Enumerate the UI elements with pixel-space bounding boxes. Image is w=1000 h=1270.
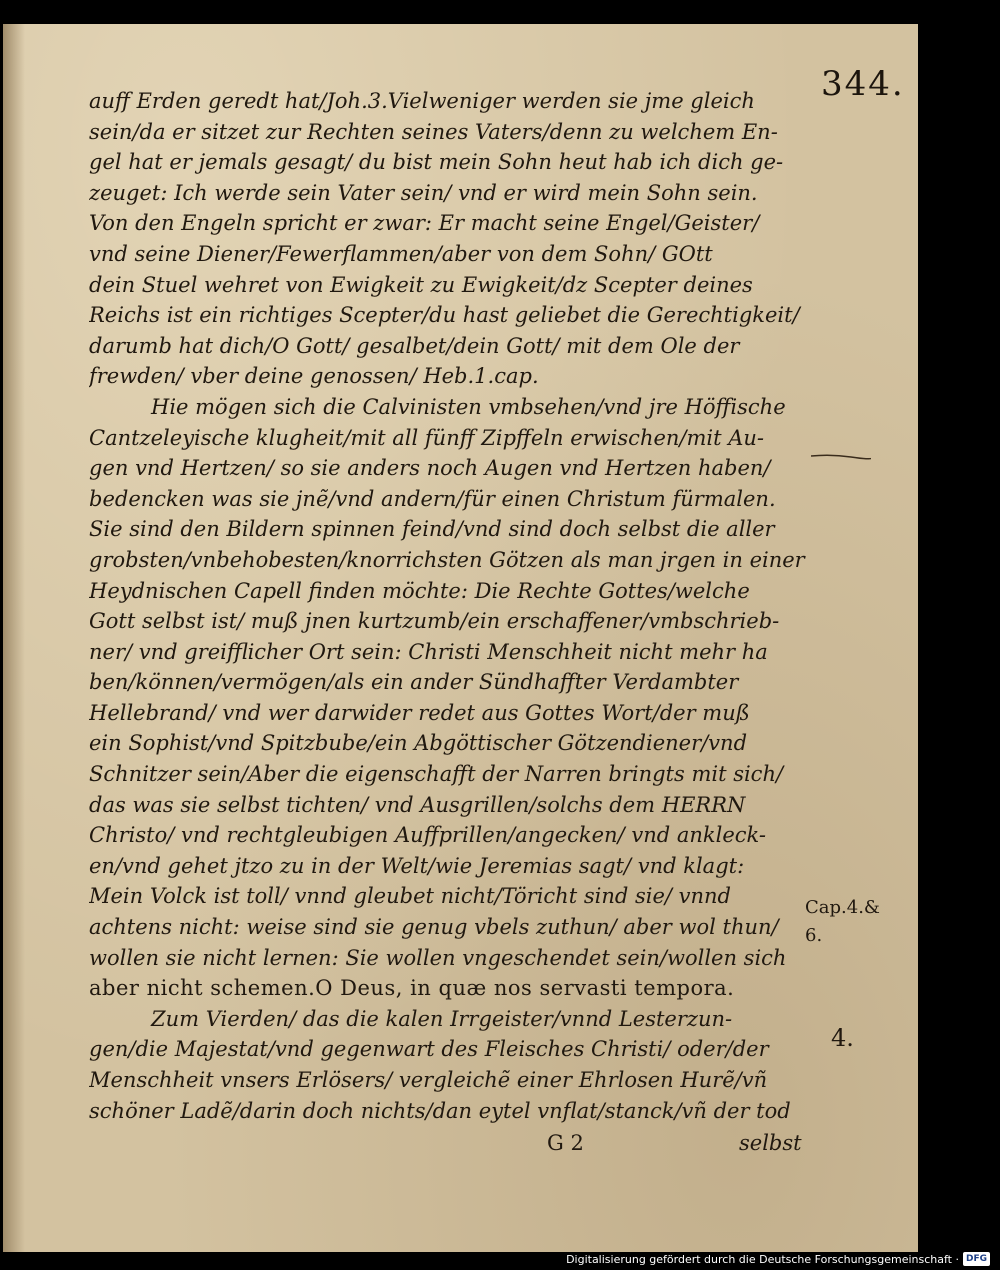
text-line: ein Sophist/vnd Spitzbube/ein Abgöttischer Götzendiener/vnd: [89, 731, 748, 756]
paragraph-start-line: Hie mögen sich die Calvinisten vmbsehen/vnd jre Höffische: [151, 394, 786, 419]
scanned-page: [3, 24, 918, 1252]
text-line: Christo/ vnd rechtgleubigen Auffprillen/angecken/ vnd ankleck-: [89, 823, 766, 848]
text-line: gel hat er jemals gesagt/ du bist mein Sohn heut hab ich dich ge-: [89, 150, 784, 175]
text-line: frewden/ vber deine genossen/ Heb.1.cap.: [89, 364, 539, 389]
text-line: Hellebrand/ vnd wer darwider redet aus Gottes Wort/der muß: [89, 700, 750, 725]
dfg-logo-icon: DFG: [963, 1252, 990, 1266]
text-line: gen/die Majestat/vnd gegenwart des Fleisches Christi/ oder/der: [89, 1037, 769, 1062]
margin-note-line: 6.: [805, 925, 823, 946]
footer-credit: [566, 1252, 990, 1266]
page-text-block: [89, 86, 809, 1160]
text-line: dein Stuel wehret von Ewigkeit zu Ewigkeit/dz Scepter deines: [89, 272, 753, 297]
folio-number: 344.: [821, 64, 905, 104]
text-line: zeuget: Ich werde sein Vater sein/ vnd er wird mein Sohn sein.: [89, 180, 758, 205]
text-line: das was sie selbst tichten/ vnd Ausgrillen/solchs dem HERRN: [89, 792, 746, 817]
text-line: darumb hat dich/O Gott/ gesalbet/dein Gott/ mit dem Ole der: [89, 333, 740, 358]
text-line: en/vnd gehet jtzo zu in der Welt/wie Jeremias sagt/ vnd klagt:: [89, 853, 745, 878]
latin-quote-line: aber nicht schemen.O Deus, in quæ nos servasti tempora.: [89, 976, 735, 1001]
text-line: Gott selbst ist/ muß jnen kurtzumb/ein erschaffener/vmbschrieb-: [89, 609, 780, 634]
text-line: ner/ vnd greifflicher Ort sein: Christi Menschheit nicht mehr ha: [89, 639, 768, 664]
text-line: sein/da er sitzet zur Rechten seines Vaters/denn zu welchem En-: [89, 119, 778, 144]
text-line: Schnitzer sein/Aber die eigenschafft der Narren bringts mit sich/: [89, 762, 784, 787]
text-line: Mein Volck ist toll/ vnnd gleubet nicht/Töricht sind sie/ vnnd: [89, 884, 731, 909]
catchword: selbst: [739, 1131, 802, 1156]
signature-mark: G 2: [547, 1131, 584, 1156]
footer-credit-text: Digitalisierung gefördert durch die Deutsche Forschungsgemeinschaft ·: [566, 1252, 959, 1266]
text-line: Cantzeleyische klugheit/mit all fünff Zipffeln erwischen/mit Au-: [89, 425, 765, 450]
text-line: grobsten/vnbehobesten/knorrichsten Götzen als man jrgen in einer: [89, 547, 805, 572]
margin-note-number: 4.: [831, 1024, 854, 1052]
text-line: Menschheit vnsers Erlösers/ vergleichẽ einer Ehrlosen Hurẽ/vñ: [89, 1068, 768, 1092]
text-line: ben/können/vermögen/als ein ander Sündhaffter Verdambter: [89, 670, 739, 695]
text-line: Reichs ist ein richtiges Scepter/du hast geliebet die Gerechtigkeit/: [89, 303, 800, 328]
margin-note-reference: [805, 894, 880, 950]
signature-line: [89, 1126, 809, 1160]
ink-stroke-mark: [811, 452, 871, 460]
text-line: wollen sie nicht lernen: Sie wollen vngeschendet sein/wollen sich: [89, 945, 787, 970]
page-gutter-shadow: [3, 24, 25, 1252]
text-line: vnd seine Diener/Fewerflammen/aber von dem Sohn/ GOtt: [89, 241, 713, 266]
text-line: Von den Engeln spricht er zwar: Er macht seine Engel/Geister/: [89, 211, 760, 236]
margin-note-line: Cap.4.&: [805, 897, 880, 918]
text-line: auff Erden geredt hat/Joh.3.Vielweniger werden sie jme gleich: [89, 89, 755, 113]
text-line: schöner Ladẽ/darin doch nichts/dan eytel vnflat/stanck/vñ der tod: [89, 1098, 791, 1123]
text-line: achtens nicht: weise sind sie genug vbels zuthun/ aber wol thun/: [89, 915, 779, 940]
text-line: Sie sind den Bildern spinnen feind/vnd sind doch selbst die aller: [89, 517, 775, 542]
text-line: bedencken was sie jnẽ/vnd andern/für einen Christum fürmalen.: [89, 486, 776, 511]
text-line: gen vnd Hertzen/ so sie anders noch Augen vnd Hertzen haben/: [89, 456, 771, 481]
text-line: Heydnischen Capell finden möchte: Die Rechte Gottes/welche: [89, 578, 750, 603]
paragraph-start-line: Zum Vierden/ das die kalen Irrgeister/vnnd Lesterzun-: [151, 1006, 733, 1031]
